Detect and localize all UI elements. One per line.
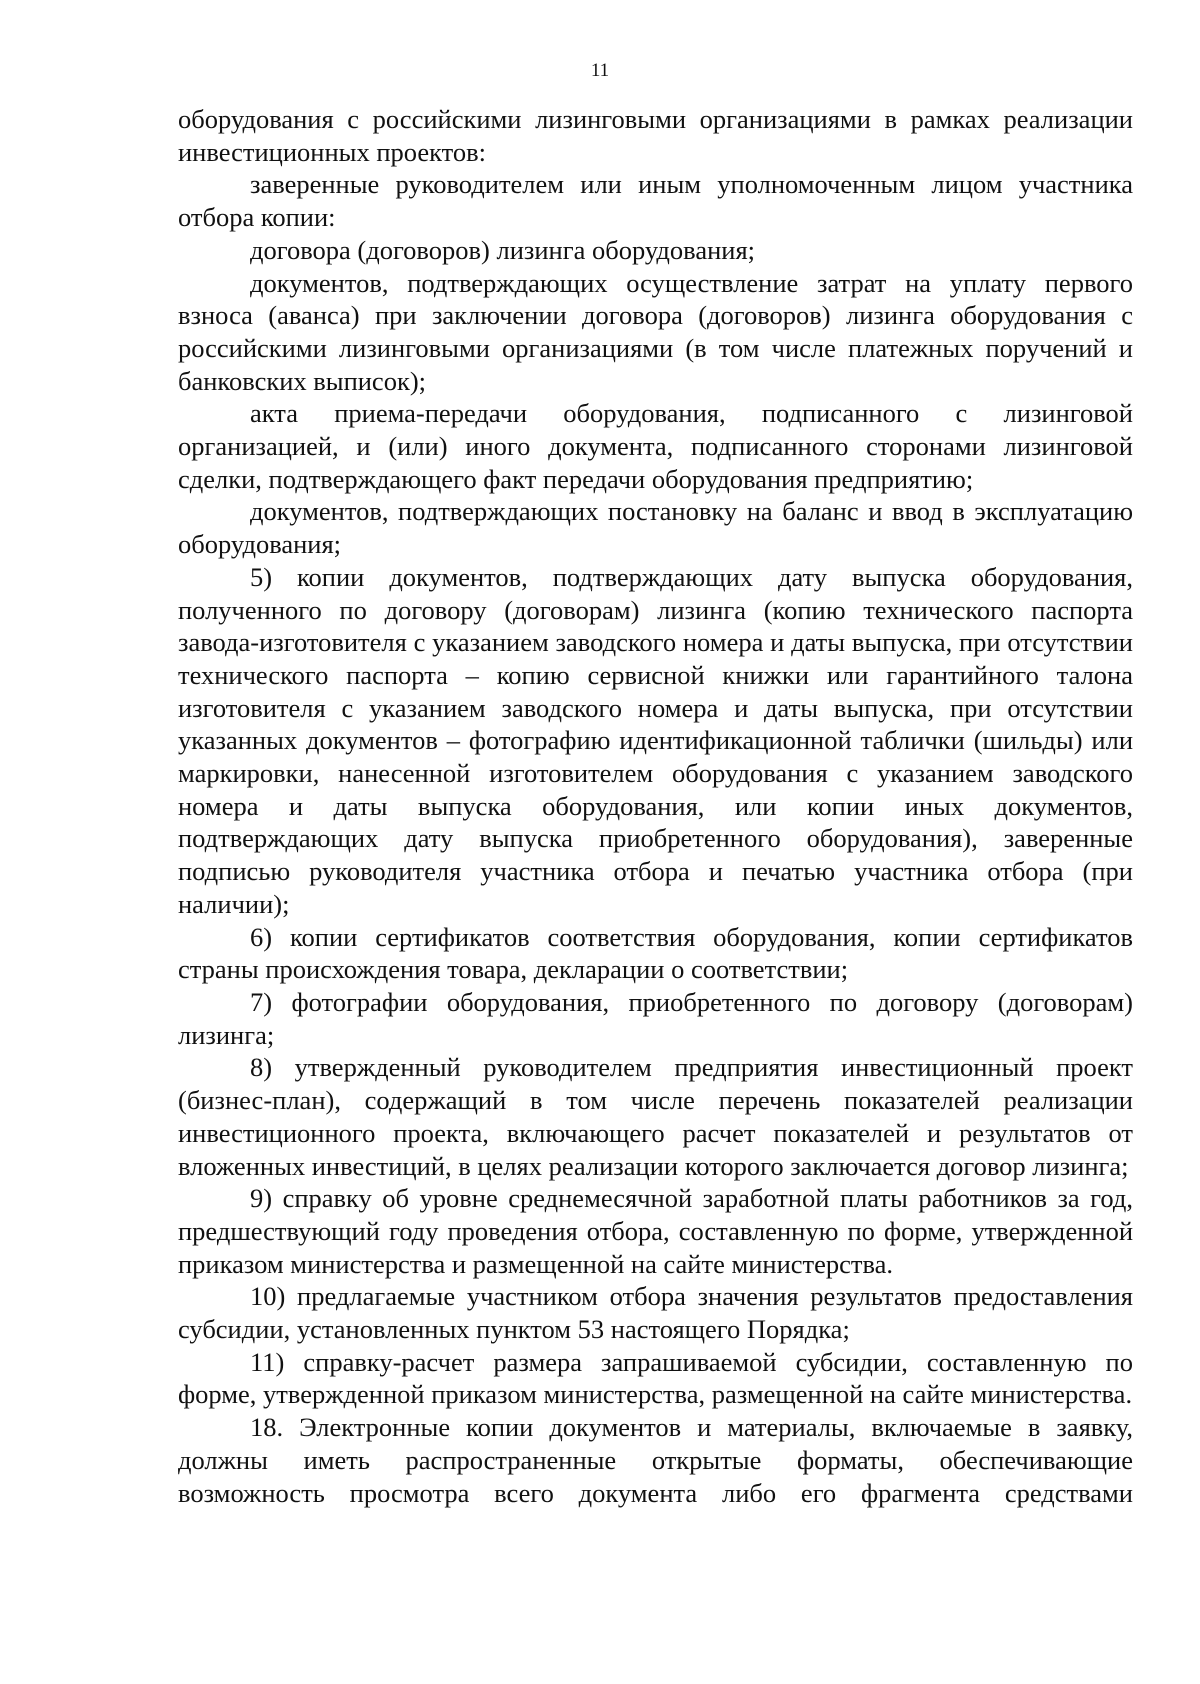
paragraph-lease-agreement: договора (договоров) лизинга оборудования;: [250, 234, 756, 265]
list-item-11: 11) справку-расчет размера запрашиваемой субсидии, составленную по форме, утвержденной приказом министерства, размещенной на сайте министерства.: [178, 1346, 1133, 1410]
list-item-5: 5) копии документов, подтверждающих дату выпуска оборудования, полученного по договору (договорам) лизинга (копию технического паспорта завода-изготовителя с указанием заводского номера и даты выпуска, при отсутствии технического паспорта – копию сервисной книжки или гарантийного талона изготовителя с указанием заводского номера и даты выпуска, при отсутствии указанных документов – фотографию идентификационной таблички (шильды) или маркировки, нанесенной изготовителем оборудования с указанием заводского номера и даты выпуска оборудования, или копии иных документов, подтверждающих дату выпуска приобретенного оборудования), заверенные подписью руководителя участника отбора и печатью участника отбора (при наличии);: [178, 561, 1133, 919]
page-number: 11: [590, 60, 610, 81]
list-item-7: 7) фотографии оборудования, приобретенного по договору (договорам) лизинга;: [178, 986, 1133, 1050]
paragraph-certified-copies: заверенные руководителем или иным уполномоченным лицом участника отбора копии:: [178, 169, 1133, 233]
list-item-6: 6) копии сертификатов соответствия оборудования, копии сертификатов страны происхождения товара, декларации о соответствии;: [178, 921, 1133, 985]
list-item-10: 10) предлагаемые участником отбора значения результатов предоставления субсидии, установленных пунктом 53 настоящего Порядка;: [178, 1281, 1133, 1345]
paragraph-acceptance-act: акта приема-передачи оборудования, подписанного с лизинговой организацией, и (или) иного документа, подписанного сторонами лизинговой сделки, подтверждающего факт передачи оборудования предприятию;: [178, 398, 1133, 494]
list-item-9: 9) справку об уровне среднемесячной заработной платы работников за год, предшествующий году проведения отбора, составленную по форме, утвержденной приказом министерства и размещенной на сайте министерства.: [178, 1183, 1133, 1279]
paragraph-lease-equipment-intro: оборудования с российскими лизинговыми организациями в рамках реализации инвестиционных проектов:: [178, 104, 1133, 167]
document-body: [178, 103, 1133, 1509]
list-item-8: 8) утвержденный руководителем предприятия инвестиционный проект (бизнес-план), содержащий в том числе перечень показателей реализации инвестиционного проекта, включающего расчет показателей и результатов от вложенных инвестиций, в целях реализации которого заключается договор лизинга;: [178, 1052, 1133, 1181]
section-18-paragraph: 18. Электронные копии документов и материалы, включаемые в заявку, должны иметь распространенные открытые форматы, обеспечивающие возможность просмотра всего документа либо его фрагмента средствами: [178, 1412, 1133, 1508]
paragraph-balance-documents: документов, подтверждающих постановку на баланс и ввод в эксплуатацию оборудования;: [178, 496, 1133, 560]
paragraph-first-payment-documents: документов, подтверждающих осуществление затрат на уплату первого взноса (аванса) при заключении договора (договоров) лизинга оборудования с российскими лизинговыми организациями (в том числе платежных поручений и банковских выписок);: [178, 267, 1133, 396]
